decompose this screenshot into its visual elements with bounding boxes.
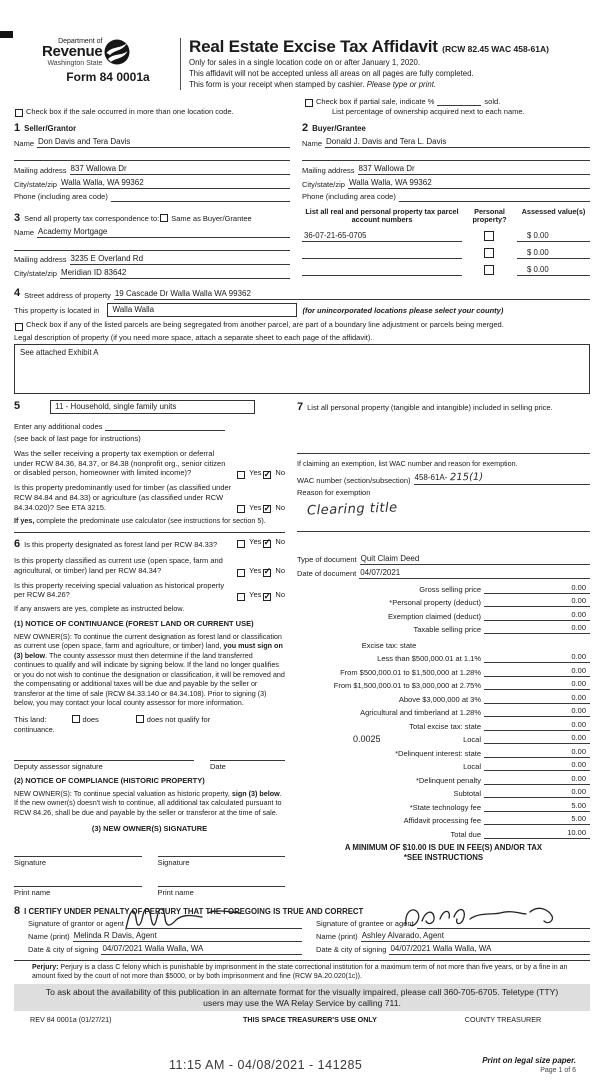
tax-row (297, 666, 590, 677)
tax-row-label: Local (463, 735, 481, 745)
section-4-number: 4 (14, 286, 21, 299)
header-note-3: This form is your receipt when stamped by cashier. Please type or print. (189, 80, 437, 90)
page-number: Page 1 of 6 (540, 1067, 576, 1075)
footer-row (14, 1015, 590, 1024)
forest-yes-checkbox[interactable] (237, 540, 245, 548)
timestamp-stamp: 11:15 AM - 04/08/2021 - 141285 (169, 1058, 363, 1073)
same-as-buyer-checkbox[interactable] (160, 214, 168, 222)
correspondence-name-line-2[interactable] (14, 241, 290, 251)
personal-property-checkbox-3[interactable] (484, 265, 494, 275)
document-date-value[interactable]: 04/07/2021 (359, 568, 403, 579)
partial-sale-percent-field[interactable] (437, 98, 481, 106)
continuance-label: continuance. (14, 725, 55, 735)
tax-row-label: From $1,500,000.01 to $3,000,000 at 2.75% (333, 681, 481, 691)
current-use-no-checkbox[interactable]: ✓ (263, 566, 272, 577)
correspondence-mailing-value[interactable]: 3235 E Overland Rd (70, 254, 147, 265)
buyer-phone-field[interactable] (399, 193, 590, 202)
tax-row-value[interactable]: 0.00 (544, 666, 590, 677)
revenue-logo-icon (104, 39, 130, 65)
located-in-label: This property is located in (14, 305, 100, 315)
tax-row-label: Subtotal (453, 789, 481, 799)
tax-row-value[interactable]: 10.00 (544, 828, 590, 839)
land-use-code-select[interactable]: 11 - Household, single family units (50, 400, 255, 414)
if-yes-note: If any answers are yes, complete as instructed below. (14, 604, 185, 614)
segregated-checkbox[interactable] (15, 323, 23, 331)
personal-property-list-field[interactable] (297, 444, 590, 454)
accessibility-notice: To ask about the availability of this publication in an alternate format for the visually impaired, please call 360-705-6705. Teletype (TTY) users may use the WA Relay Service by calling 711. (14, 984, 590, 1011)
scan-artifact (0, 31, 13, 38)
washington-state-label: Washington State (47, 60, 103, 67)
section-6-number: 6 (14, 537, 21, 550)
grantee-date-label: Date & city of signing (316, 945, 387, 955)
section-8 (14, 905, 590, 954)
deputy-assessor-signature-label: Deputy assessor signature (14, 761, 103, 771)
tax-row-label: Exemption claimed (deduct) (388, 611, 481, 621)
tax-row-label: Agricultural and timberland at 1.28% (360, 708, 481, 718)
new-owners-signature-title: (3) NEW OWNER(S) SIGNATURE (91, 824, 208, 834)
header-divider (180, 38, 181, 90)
correspondence-name-label: Name (14, 228, 35, 238)
grantor-name-value[interactable]: Melinda R Davis, Agent (73, 931, 160, 942)
notice-compliance-title: (2) NOTICE OF COMPLIANCE (HISTORIC PROPERTY) (14, 775, 205, 785)
reason-exemption-label: Reason for exemption (297, 488, 371, 498)
current-use-yes-checkbox[interactable] (237, 569, 245, 577)
additional-codes-label: Enter any additional codes (14, 422, 103, 432)
buyer-city-label: City/state/zip (302, 179, 345, 189)
tax-row-value[interactable]: 0.00 (544, 706, 590, 717)
parcel-table-header: List all real and personal property tax parcel account numbers Personal property? Assessed value(s) (305, 206, 586, 225)
tax-row (297, 679, 590, 690)
notice-continuance-body: NEW OWNER(S): To continue the current designation as forest land or classification as current use (open space, farm and agriculture, or timber) land, you must sign on (3) below. The county assessor must then determine if the land transferred continues to qualify and will indicate by signing below. If the land no longer qualifies or you do not wish to continue the designation or classification, it will be removed and the compensating or additional taxes will be due and payable by the seller or transferor at the time of sale (RCW 84.33.140 or 84.34.108). Prior to signing (3) below, you may contact your local county assessor for more information. (14, 631, 285, 708)
seller-mailing-label: Mailing address (14, 165, 67, 175)
parcel-number-value[interactable]: 36-07-21-65-0705 (302, 231, 462, 242)
seller-city-value[interactable]: Walla Walla, WA 99362 (60, 178, 147, 189)
historical-yes-checkbox[interactable] (237, 593, 245, 601)
minimum-due-note: A MINIMUM OF $10.00 IS DUE IN FEE(S) AND/OR TAX (344, 842, 543, 852)
historical-property-question: Is this property receiving special valuation as historical property per RCW 84.26? Yes ✓ No (14, 580, 285, 601)
tax-row (297, 801, 590, 812)
buyer-name-line-2[interactable] (302, 151, 590, 161)
document-type-value[interactable]: Quit Claim Deed (360, 554, 423, 565)
partial-sale-checkbox[interactable] (305, 99, 313, 107)
dept-of-label: Department of (58, 38, 103, 45)
new-owner-print-name-field-1[interactable] (14, 877, 142, 887)
seller-mailing-value[interactable]: 837 Wallowa Dr (70, 164, 130, 175)
buyer-phone-label: Phone (including area code) (302, 192, 396, 202)
buyer-city-value[interactable]: Walla Walla, WA 99362 (348, 178, 435, 189)
current-use-question: Is this property classified as current use (open space, farm and agricultural, or timber) land per RCW 84.34? Yes ✓ No (14, 556, 285, 577)
reason-handwritten: Clearing title (306, 500, 398, 519)
seller-phone-field[interactable] (111, 193, 290, 202)
tax-row-value[interactable]: 5.00 (544, 801, 590, 812)
grantee-date-value[interactable]: 04/07/2021 Walla Walla, WA (389, 944, 494, 955)
tax-row (297, 596, 590, 607)
seller-name-value[interactable]: Don Davis and Tera Davis (37, 137, 133, 148)
tax-row-label: Local (463, 762, 481, 772)
parcel-number-field-2[interactable] (302, 248, 462, 259)
legal-description-label: Legal description of property (if you need more space, attach a separate sheet to each page of the affidavit). (14, 332, 373, 342)
deputy-date-field[interactable] (210, 751, 285, 761)
county-select[interactable]: Walla Walla (107, 303, 297, 317)
top-checkbox-row (14, 97, 590, 116)
timber-yes-checkbox[interactable] (237, 505, 245, 513)
partial-sale-label: Check box if partial sale, indicate % (316, 97, 435, 107)
forest-no-checkbox[interactable]: ✓ (263, 537, 272, 548)
deputy-date-label: Date (210, 761, 226, 771)
grantor-date-value[interactable]: 04/07/2021 Walla Walla, WA (101, 944, 206, 955)
see-back-note: (see back of last page for instructions) (14, 434, 141, 444)
tax-row (297, 623, 590, 634)
tax-row-value[interactable]: 0.00 (544, 733, 590, 744)
notice-compliance-body: NEW OWNER(S): To continue special valuation as historic property, sign (3) below. If the new owner(s) doesn't wish to continue, all additional tax calculated pursuant to RCW 84.26, shall be due and payable by the seller or transferor at the time of sale. (14, 788, 282, 817)
multiple-location-label: Check box if the sale occurred in more than one location code. (26, 107, 234, 117)
predominate-use-note: If yes, complete the predominate use calculator (see instructions for section 5). (14, 516, 266, 526)
assessed-value-1[interactable]: $ 0.00 (517, 231, 590, 242)
form-revision: REV 84 0001a (01/27/21) (30, 1015, 112, 1025)
grantee-name-value[interactable]: Ashley Alvarado, Agent (361, 931, 447, 942)
seller-phone-label: Phone (including area code) (14, 192, 108, 202)
tax-row (297, 652, 590, 663)
tax-row-value[interactable]: 0.00 (544, 760, 590, 771)
document-type-label: Type of document (297, 555, 357, 565)
does-not-qualify-checkbox[interactable] (136, 715, 144, 723)
signature-label-1: Signature (14, 858, 47, 868)
reason-exemption-line-2[interactable] (297, 522, 590, 532)
tax-row (297, 814, 590, 825)
segregated-label: Check box if any of the listed parcels are being segregated from another parcel, are part of a boundary line adjustment or parcels being merged. (26, 320, 504, 330)
parcel-row (302, 231, 590, 242)
form-header (14, 38, 590, 90)
notice-continuance-title: (1) NOTICE OF CONTINUANCE (FOREST LAND OR CURRENT USE) (14, 618, 254, 628)
section-7-intro: 7 List all personal property (tangible and intangible) included in selling price. (297, 401, 553, 414)
parcel-number-field-3[interactable] (302, 265, 462, 276)
forest-land-question: 6 Is this property designated as forest land per RCW 84.33? Yes ✓ No (14, 536, 285, 550)
section-1-number: 1 (14, 122, 21, 135)
tax-row-value[interactable]: 0.00 (544, 787, 590, 798)
grantee-signature-scribble (400, 901, 560, 933)
seller-city-label: City/state/zip (14, 179, 57, 189)
tax-row-label: Affidavit processing fee (403, 816, 481, 826)
form-number: Form 84 0001a (66, 70, 150, 84)
buyer-mailing-label: Mailing address (302, 165, 355, 175)
assessed-value-3[interactable]: $ 0.00 (517, 265, 590, 276)
tax-row-label: Total due (450, 829, 481, 839)
ownership-percentage-note: List percentage of ownership acquired next to each name. (332, 107, 525, 117)
certify-statement: I CERTIFY UNDER PENALTY OF PERJURY THAT THE FOREGOING IS TRUE AND CORRECT (24, 907, 364, 917)
correspondence-city-label: City/state/zip (14, 269, 57, 279)
signature-label-2: Signature (157, 858, 190, 868)
tax-row (297, 720, 590, 731)
grantee-signature-label: Signature of grantee or agent (316, 919, 414, 929)
deputy-assessor-signature-field[interactable] (14, 751, 194, 761)
treasurer-use-label: THIS SPACE TREASURER'S USE ONLY (243, 1015, 377, 1025)
section-7-number: 7 (297, 401, 304, 414)
tax-section-header: Excise tax: state (361, 640, 417, 650)
buyer-name-value[interactable]: Donald J. Davis and Tera L. Davis (325, 137, 449, 148)
grantor-date-label: Date & city of signing (28, 945, 99, 955)
tax-row-label: *Delinquent interest: state (395, 748, 481, 758)
grantor-signature-scribble (118, 903, 258, 933)
section-4 (14, 287, 590, 395)
tax-row (297, 787, 590, 798)
county-treasurer-label: COUNTY TREASURER (464, 1015, 542, 1025)
section-3-number: 3 (14, 211, 21, 224)
section-5-number: 5 (14, 400, 21, 413)
tax-row-label: *Personal property (deduct) (389, 598, 481, 608)
does-qualify-checkbox[interactable] (72, 715, 80, 723)
section-2-title: Buyer/Grantee (312, 124, 366, 134)
tax-row-label: Total excise tax: state (409, 721, 481, 731)
section-3-intro: Send all property tax correspondence to: Same as Buyer/Grantee (24, 213, 252, 223)
tax-row-label: Taxable selling price (413, 625, 481, 635)
historical-no-checkbox[interactable]: ✓ (263, 590, 272, 601)
local-rate-value: 0.0025 (353, 734, 381, 745)
tax-row-label: *State technology fee (409, 802, 481, 812)
parcel-row (302, 265, 590, 276)
tax-row-value[interactable]: 0.00 (544, 623, 590, 634)
personal-property-checkbox-1[interactable] (484, 231, 494, 241)
wac-number-label: WAC number (section/subsection) (297, 475, 411, 485)
bottom-stamp-row (14, 1058, 590, 1088)
tax-row-label: *Delinquent penalty (415, 775, 481, 785)
grantor-name-label: Name (print) (28, 932, 70, 942)
perjury-notice: Perjury: Perjury is a class C felony which is punishable by imprisonment in the state correctional institution for a maximum term of not more than five years, or by a fine in an amount fixed by the court of not more than $5000, or by both imprisonment and fine (RCW 9A.20.020(1c)). (14, 960, 590, 981)
correspondence-city-value[interactable]: Meridian ID 83642 (60, 268, 129, 279)
new-owner-signature-field-1[interactable] (14, 847, 142, 857)
timber-no-checkbox[interactable]: ✓ (263, 502, 272, 513)
tax-row (297, 747, 590, 758)
exemption-claim-note: If claiming an exemption, list WAC number and reason for exemption. (297, 459, 518, 469)
print-name-label-2: Print name (157, 888, 194, 898)
revenue-wordmark: Revenue (42, 43, 103, 60)
legal-description-box[interactable]: See attached Exhibit A (14, 344, 590, 394)
tax-row-label: Gross selling price (419, 584, 481, 594)
land-qualify-row: This land: does does not qualify for (14, 714, 211, 724)
tax-row (297, 828, 590, 839)
section-2-number: 2 (302, 122, 309, 135)
tax-row-value[interactable]: 0.00 (544, 596, 590, 607)
correspondence-name-value[interactable]: Academy Mortgage (37, 227, 110, 238)
exemption-no-checkbox[interactable]: ✓ (263, 468, 272, 479)
buyer-mailing-value[interactable]: 837 Wallowa Dr (358, 164, 418, 175)
section-8-number: 8 (14, 905, 21, 918)
correspondence-mailing-label: Mailing address (14, 255, 67, 265)
print-legal-note: Print on legal size paper. (482, 1056, 576, 1066)
header-note-1: Only for sales in a single location code on or after January 1, 2020. (189, 57, 421, 67)
tax-row (297, 774, 590, 785)
parcel-row (302, 248, 590, 259)
tax-row-value[interactable]: 0.00 (544, 693, 590, 704)
tax-row-value[interactable]: 0.00 (544, 747, 590, 758)
new-owner-print-name-field-2[interactable] (158, 877, 286, 887)
wac-handwritten: 215(1) (449, 471, 484, 484)
tax-row (297, 610, 590, 621)
assessed-value-2[interactable]: $ 0.00 (517, 248, 590, 259)
additional-codes-field[interactable] (105, 422, 225, 431)
tax-row-value[interactable]: 0.00 (544, 679, 590, 690)
county-note: (for unincorporated locations please select your county) (302, 305, 504, 315)
seller-name-line-2[interactable] (14, 151, 290, 161)
tax-row-value[interactable]: 0.00 (544, 583, 590, 594)
grantor-signature-label: Signature of grantor or agent (28, 919, 124, 929)
tax-row (297, 583, 590, 594)
tax-row-value[interactable]: 0.00 (544, 720, 590, 731)
section-divider (14, 532, 285, 533)
new-owner-signature-field-2[interactable] (158, 847, 286, 857)
tax-row (297, 733, 590, 744)
partial-sale-sold-label: sold. (484, 97, 501, 107)
title-rcw-reference: (RCW 82.45 WAC 458-61A) (442, 44, 549, 54)
tax-row-value[interactable]: 0.00 (544, 652, 590, 663)
tax-row-label: Above $3,000,000 at 3% (398, 694, 481, 704)
buyer-name-label: Name (302, 138, 323, 148)
exemption-deferral-question: Was the seller receiving a property tax exemption or deferral under RCW 84.36, 84.37, or 84.38 (nonprofit org., senior citizen or disabled person, homeowner with limited income)? Yes ✓ No (14, 448, 285, 479)
print-name-label-1: Print name (14, 888, 51, 898)
tax-row-value[interactable]: 5.00 (544, 814, 590, 825)
exemption-yes-checkbox[interactable] (237, 471, 245, 479)
document-date-label: Date of document (297, 569, 357, 579)
street-address-value[interactable]: 19 Cascade Dr Walla Walla WA 99362 (114, 289, 254, 300)
tax-row-label: Less than $500,000.01 at 1.1% (377, 654, 481, 664)
tax-row (297, 693, 590, 704)
personal-property-checkbox-2[interactable] (484, 248, 494, 258)
tax-row-value[interactable]: 0.00 (544, 774, 590, 785)
street-address-label: Street address of property (24, 290, 111, 300)
seller-name-label: Name (14, 138, 35, 148)
header-note-2: This affidavit will not be accepted unless all areas on all pages are fully completed. (189, 68, 474, 78)
tax-row (297, 760, 590, 771)
wac-number-value[interactable]: 458-61A- 215(1) (414, 472, 486, 486)
page-title: Real Estate Excise Tax Affidavit (189, 37, 438, 56)
tax-row (297, 706, 590, 717)
tax-table (297, 583, 590, 839)
grantee-name-label: Name (print) (316, 932, 358, 942)
tax-row-label: From $500,000.01 to $1,500,000 at 1.28% (340, 667, 481, 677)
section-1-title: Seller/Grantor (24, 124, 77, 134)
see-instructions-note: *SEE INSTRUCTIONS (403, 852, 484, 862)
timber-agriculture-question: Is this property predominantly used for timber (as classified under RCW 84.84 and 84.33) or agriculture (as classified under RCW 84.34.020)? See ETA 3215. Yes ✓ No (14, 483, 285, 513)
tax-row-value[interactable]: 0.00 (544, 610, 590, 621)
